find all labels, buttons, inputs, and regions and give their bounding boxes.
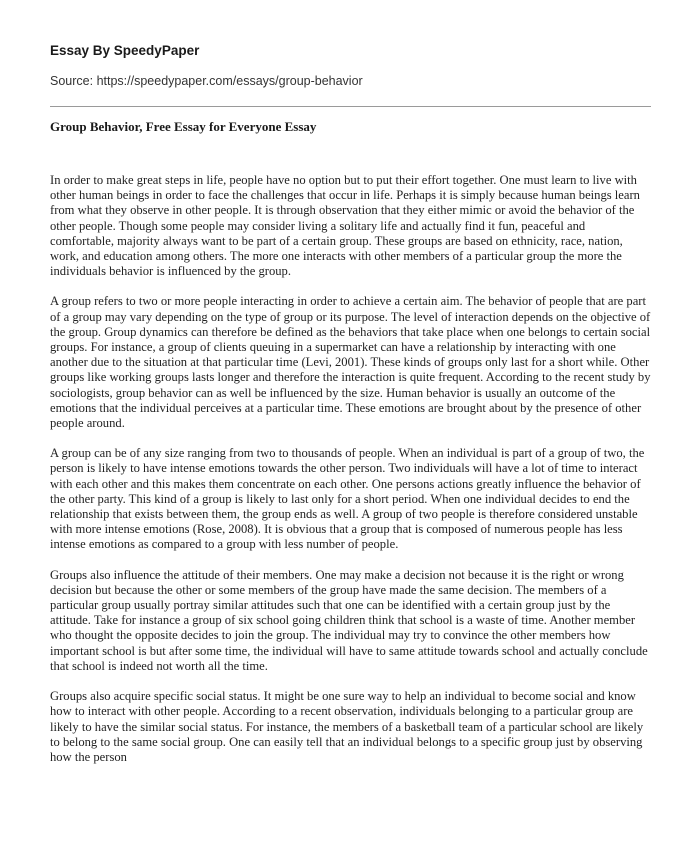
header-divider bbox=[50, 106, 651, 107]
document-header bbox=[50, 0, 651, 89]
paragraph: A group can be of any size ranging from two to thousands of people. When an individual is part of a group of two, the person is likely to have intense emotions towards the other person. Two individuals will have a lot of time to interact with each other and this makes them concentrate on each other. One persons actions greatly influence the behavior of the other party. This kind of a group is likely to last only for a short period. When one individual decides to end the relationship that exists between them, the group ends as well. A group of two people is therefore considered unstable with more intense emotions (Rose, 2008). It is obvious that a group that is composed of numerous people has less intense emotions as compared to a group with less number of people. bbox=[50, 446, 645, 552]
source-line bbox=[50, 73, 651, 89]
essay-title: Group Behavior, Free Essay for Everyone Essay bbox=[50, 119, 317, 134]
source-label: Source: bbox=[50, 74, 94, 88]
source-url-link[interactable]: https://speedypaper.com/essays/group-behavior bbox=[96, 74, 363, 88]
paragraph: A group refers to two or more people interacting in order to achieve a certain aim. The behavior of people that are part of a group may vary depending on the type of group or its purpose. The level of interaction depends on the objective of the group. Group dynamics can therefore be defined as the behaviors that take place when one belongs to certain social groups. For instance, a group of clients queuing in a supermarket can have a relationship by interacting with one another due to the situation at that particular time (Levi, 2001). These kinds of groups only last for a short while. Other groups like working groups lasts longer and therefore the interaction is quite frequent. According to the recent study by sociologists, group behavior can as well be influenced by the size. Human behavior is usually an outcome of the emotions that the individual perceives at a particular time. These emotions are brought about by the presence of other people around. bbox=[50, 294, 651, 431]
site-title: Essay By SpeedyPaper bbox=[50, 43, 200, 58]
paragraph: Groups also influence the attitude of their members. One may make a decision not because it is the right or wrong decision but because the other or some members of the group have made the same decision. The members of a particular group usually portray similar attitudes such that one can be identified with a certain group just by the attitude. Take for instance a group of six school going children think that school is a waste of time. Another member who thought the opposite decides to join the group. The individual may try to convince the other members how important school is but after some time, the individual will have to same attitude towards school and actually conclude that school is indeed not worth all the time. bbox=[50, 567, 648, 673]
paragraph: In order to make great steps in life, people have no option but to put their effort together. One must learn to live with other human beings in order to face the challenges that occur in life. Perhaps it is simply because human beings learn from what they observe in other people. It is through observation that they either mimic or avoid the behavior of the other people. Though some people may consider living a solitary life and actually find it fun, peaceful and comfortable, majority always want to be part of a certain group. These groups are based on ethnicity, race, nation, work, and education among others. The more one interacts with other members of a particular group the more the individuals behavior is influenced by the group. bbox=[50, 173, 640, 279]
document-page bbox=[50, 0, 651, 780]
paragraph: Groups also acquire specific social status. It might be one sure way to help an individual to become social and know how to interact with other people. According to a recent observation, individuals belonging to a particular group are likely to have the similar social status. For instance, the members of a basketball team of a particular school are likely to belong to the same social group. One can easily tell that an individual belongs to a specific group just by observing how the person bbox=[50, 689, 644, 764]
essay-body bbox=[50, 173, 651, 765]
